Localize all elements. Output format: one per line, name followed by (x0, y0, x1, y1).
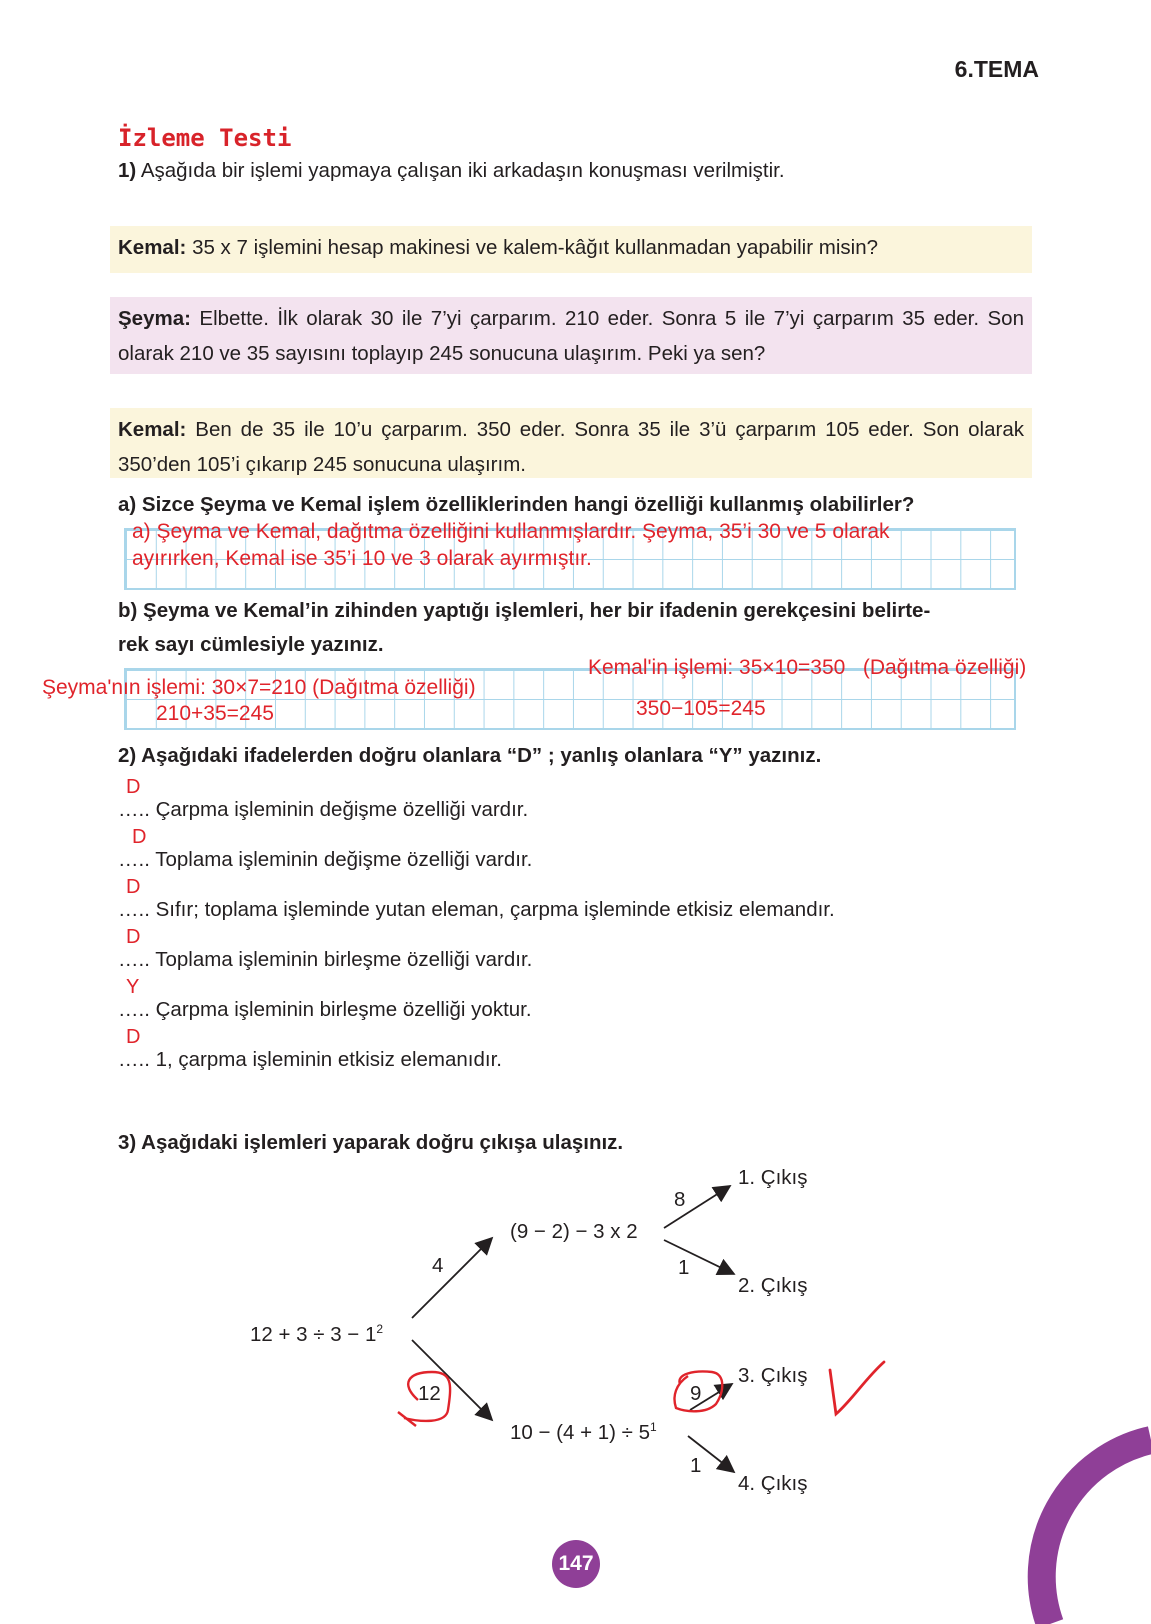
answer-dots[interactable]: ….. (118, 998, 150, 1021)
exit-2: 2. Çıkış (738, 1274, 808, 1297)
dialog-text: Ben de 35 ile 10’u çarparım. 350 eder. Sonra 35 ile 3’ü çarparım 105 eder. Son olarak 350’den 105’i çıkarıp 245 sonucuna ulaşırım. (118, 418, 1024, 476)
statement-text: Çarpma işleminin birleşme özelliği yoktur. (155, 998, 532, 1021)
statement-text: Toplama işleminin değişme özelliği vardır. (155, 848, 533, 871)
decorative-arc (1042, 1440, 1151, 1624)
answer-dots[interactable]: ….. (118, 798, 150, 821)
lower-expression (510, 1420, 657, 1445)
exit-4: 4. Çıkış (738, 1472, 808, 1495)
upper-down-value: 1 (678, 1256, 690, 1279)
q3-question: 3) Aşağıdaki işlemleri yaparak doğru çıkışa ulaşınız. (118, 1131, 624, 1154)
speaker-kemal: Kemal: (118, 236, 187, 259)
q1b-question-line1: b) Şeyma ve Kemal’in zihinden yaptığı işlemleri, her bir ifadenin gerekçesini belirte- (118, 599, 931, 622)
answer-dots[interactable]: ….. (118, 1048, 150, 1071)
exit-1: 1. Çıkış (738, 1166, 808, 1189)
exit-3: 3. Çıkış (738, 1364, 808, 1387)
dialog-text: 35 x 7 işlemini hesap makinesi ve kalem-kâğıt kullanmadan yapabilir misin? (192, 236, 878, 259)
q1a-question: a) Sizce Şeyma ve Kemal işlem özelliklerinden hangi özelliği kullanmış olabilirler? (118, 493, 915, 516)
q1-intro-text: Aşağıda bir işlemi yapmaya çalışan iki arkadaşın konuşması verilmiştir. (140, 159, 785, 182)
start-exponent: 2 (376, 1322, 384, 1336)
start-expression-text: 12 + 3 ÷ 3 − 1 (250, 1322, 377, 1346)
q1b-answer-seyma-2: 210+35=245 (156, 702, 274, 725)
upper-up-value: 8 (674, 1188, 686, 1211)
check-mark (830, 1362, 884, 1414)
answer-mark: D (126, 776, 141, 798)
q2-question: 2) Aşağıdaki ifadelerden doğru olanlara “D” ; yanlış olanlara “Y” yazınız. (118, 744, 822, 767)
lower-down-value: 1 (690, 1454, 702, 1477)
statement-text: Sıfır; toplama işleminde yutan eleman, çarpma işleminde etkisiz elemandır. (155, 898, 835, 921)
statement-text: 1, çarpma işleminin etkisiz elemanıdır. (155, 1048, 502, 1071)
statement-text: Çarpma işleminin değişme özelliği vardır. (155, 798, 529, 821)
q1b-question-line2: rek sayı cümlesiyle yazınız. (118, 633, 384, 656)
q1a-answer-line1: a) Şeyma ve Kemal, dağıtma özelliğini kullanmışlardır. Şeyma, 35’i 30 ve 5 olarak (132, 520, 890, 543)
value-down: 12 (418, 1382, 441, 1405)
answer-mark: D (126, 1026, 141, 1048)
lower-expression-text: 10 − (4 + 1) ÷ 5 (510, 1420, 651, 1444)
q1a-answer-line2: ayırırken, Kemal ise 35’i 10 ve 3 olarak ayırmıştır. (132, 547, 592, 570)
q1b-answer-seyma-1: Şeyma'nın işlemi: 30×7=210 (Dağıtma özelliği) (42, 676, 476, 699)
answer-dots[interactable]: ….. (118, 948, 150, 971)
dialog-text: Elbette. İlk olarak 30 ile 7’yi çarparım. 210 eder. Sonra 5 ile 7’yi çarparım 35 eder. Son olarak 210 ve 35 sayısını toplayıp 245 sonucuna ulaşırım. Peki ya sen? (118, 307, 1024, 365)
start-expression (250, 1322, 383, 1347)
answer-dots[interactable]: ….. (118, 898, 150, 921)
answer-mark: Y (126, 976, 140, 998)
answer-dots[interactable]: ….. (118, 848, 150, 871)
upper-expression: (9 − 2) − 3 x 2 (510, 1220, 638, 1243)
speaker-kemal: Kemal: (118, 418, 187, 441)
q1-number: 1) (118, 159, 137, 182)
lower-up-value: 9 (690, 1382, 702, 1405)
statement-text: Toplama işleminin birleşme özelliği vardır. (155, 948, 533, 971)
arrow-upper-down (664, 1240, 734, 1274)
q1b-answer-kemal-2: 350−105=245 (636, 697, 766, 720)
arrow-start-down (412, 1340, 492, 1420)
answer-mark: D (126, 876, 141, 898)
answer-mark: D (126, 926, 141, 948)
lower-exponent: 1 (650, 1420, 657, 1434)
page-title: İzleme Testi (118, 124, 292, 152)
page-number: 147 (552, 1540, 600, 1588)
speaker-seyma: Şeyma: (118, 307, 191, 330)
q1b-answer-kemal-1: Kemal'in işlemi: 35×10=350 (Dağıtma özelliği) (588, 656, 1027, 679)
value-up: 4 (432, 1254, 444, 1277)
theme-label: 6.TEMA (954, 56, 1039, 82)
answer-mark: D (132, 826, 147, 848)
arrow-start-up (412, 1238, 492, 1318)
